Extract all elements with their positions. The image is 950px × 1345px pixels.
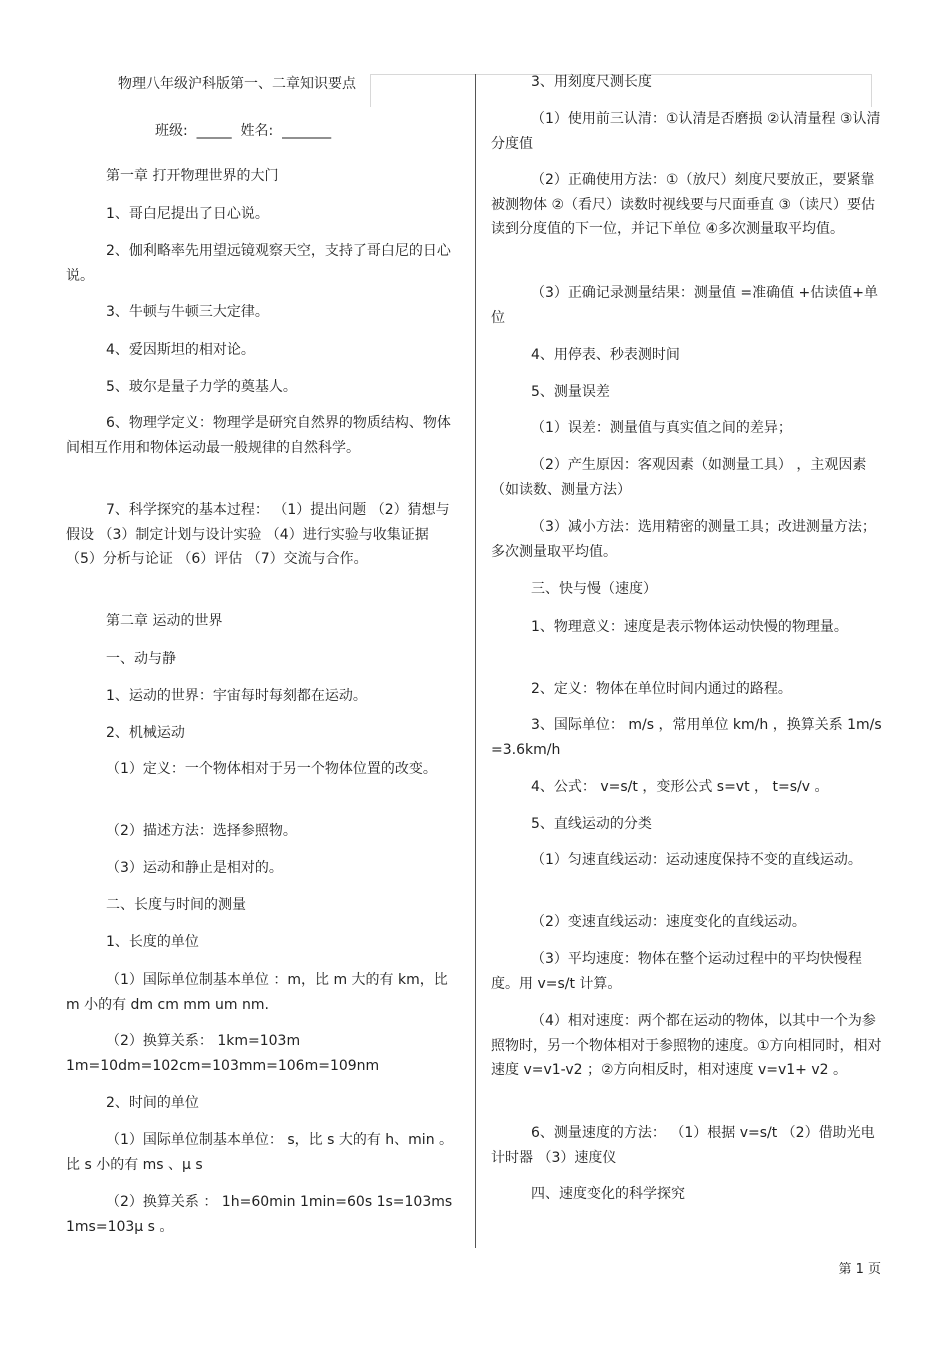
chapter-heading: 第一章 打开物理世界的大门 [106,168,279,184]
paragraph: 2、时间的单位 [106,1095,199,1111]
page-number: 第 1 页 [838,1262,881,1277]
paragraph: 5、玻尔是量子力学的奠基人。 [106,379,297,395]
paragraph: （3）平均速度：物体在整个运动过程中的平均快慢程度。用 v=s/t 计算。 [491,951,862,992]
paragraph: （2）变速直线运动：速度变化的直线运动。 [531,914,806,930]
column-divider [475,74,476,1248]
section-heading: 四、速度变化的科学探究 [531,1186,685,1202]
paragraph: 5、直线运动的分类 [531,816,652,832]
section-heading: 一、动与静 [106,651,176,667]
paragraph: 6、测量速度的方法： （1）根据 v=s/t （2）借助光电计时器 （3）速度仪 [491,1125,875,1166]
paragraph: 1、物理意义：速度是表示物体运动快慢的物理量。 [531,619,848,635]
paragraph: 3、牛顿与牛顿三大定律。 [106,304,269,320]
paragraph: 3、国际单位： m/s ，常用单位 km/h ，换算关系 1m/s=3.6km/h [491,717,882,758]
paragraph: 6、物理学定义：物理学是研究自然界的物质结构、物体间相互作用和物体运动最一般规律的自然科学。 [66,415,451,456]
paragraph: 1m=10dm=102cm=103mm=106m=109nm [66,1058,380,1074]
document-title: 物理八年级沪科版第一、二章知识要点 [118,76,356,92]
paragraph: （4）相对速度：两个都在运动的物体，以其中一个为参照物时，另一个物体相对于参照物的速度。①方向相同时，相对速度 v=v1-v2 ；②方向相反时，相对速度 v=v1+ v2 。 [491,1013,882,1078]
paragraph: 5、测量误差 [531,384,610,400]
paragraph: （2）换算关系： 1km=103m [106,1033,301,1049]
class-name-line: 班级: _____ 姓名: _______ [155,123,332,139]
paragraph: 1ms=103μ s 。 [66,1219,174,1235]
paragraph: 3、用刻度尺测长度 [531,74,652,90]
paragraph: 2、定义：物体在单位时间内通过的路程。 [531,681,792,697]
paragraph: （1）国际单位制基本单位 ：m，比 m 大的有 km，比 m 小的有 dm cm mm um nm. [66,972,448,1013]
paragraph: （3）正确记录测量结果：测量值 =准确值 +估读值+单位 [491,285,878,326]
paragraph: 4、公式： v=s/t ，变形公式 s=vt ， t=s/v 。 [531,779,829,795]
paragraph: （1）定义：一个物体相对于另一个物体位置的改变。 [106,761,437,777]
paragraph: 1、长度的单位 [106,934,199,950]
paragraph: （2）描述方法：选择参照物。 [106,823,297,839]
paragraph: （2）换算关系 ： 1h=60min 1min=60s 1s=103ms [106,1194,453,1210]
paragraph: （3）运动和静止是相对的。 [106,860,283,876]
paragraph: （1）匀速直线运动：运动速度保持不变的直线运动。 [531,852,862,868]
section-heading: 二、长度与时间的测量 [106,897,246,913]
paragraph: 7、科学探究的基本过程： （1）提出问题 （2）猜想与假设 （3）制定计划与设计实验 （4）进行实验与收集证据 （5）分析与论证 （6）评估 （7）交流与合作。 [66,502,450,567]
paragraph: （3）减小方法：选用精密的测量工具；改进测量方法；多次测量取平均值。 [491,519,876,560]
paragraph: 4、爱因斯坦的相对论。 [106,342,255,358]
paragraph: （1）误差：测量值与真实值之间的差异； [531,420,792,436]
paragraph: 1、哥白尼提出了日心说。 [106,206,269,222]
paragraph: 1、运动的世界：宇宙每时每刻都在运动。 [106,688,367,704]
paragraph: 2、伽利略率先用望远镜观察天空，支持了哥白尼的日心说。 [66,243,451,284]
chapter-heading: 第二章 运动的世界 [106,613,223,629]
paragraph: （1）使用前三认清：①认清是否磨损 ②认清量程 ③认清分度值 [491,111,881,152]
paragraph: （1）国际单位制基本单位： s，比 s 大的有 h、min 。比 s 小的有 ms 、μ s [66,1132,454,1173]
paragraph: （2）正确使用方法：①（放尺）刻度尺要放正，要紧靠被测物体 ②（看尺）读数时视线要与尺面垂直 ③（读尺）要估读到分度值的下一位，并记下单位 ④多次测量取平均值。 [491,172,876,237]
paragraph: 2、机械运动 [106,725,185,741]
paragraph: （2）产生原因：客观因素（如测量工具） ，主观因素（如读数、测量方法） [491,457,867,498]
paragraph: 4、用停表、秒表测时间 [531,347,680,363]
section-heading: 三、快与慢（速度） [531,581,657,597]
